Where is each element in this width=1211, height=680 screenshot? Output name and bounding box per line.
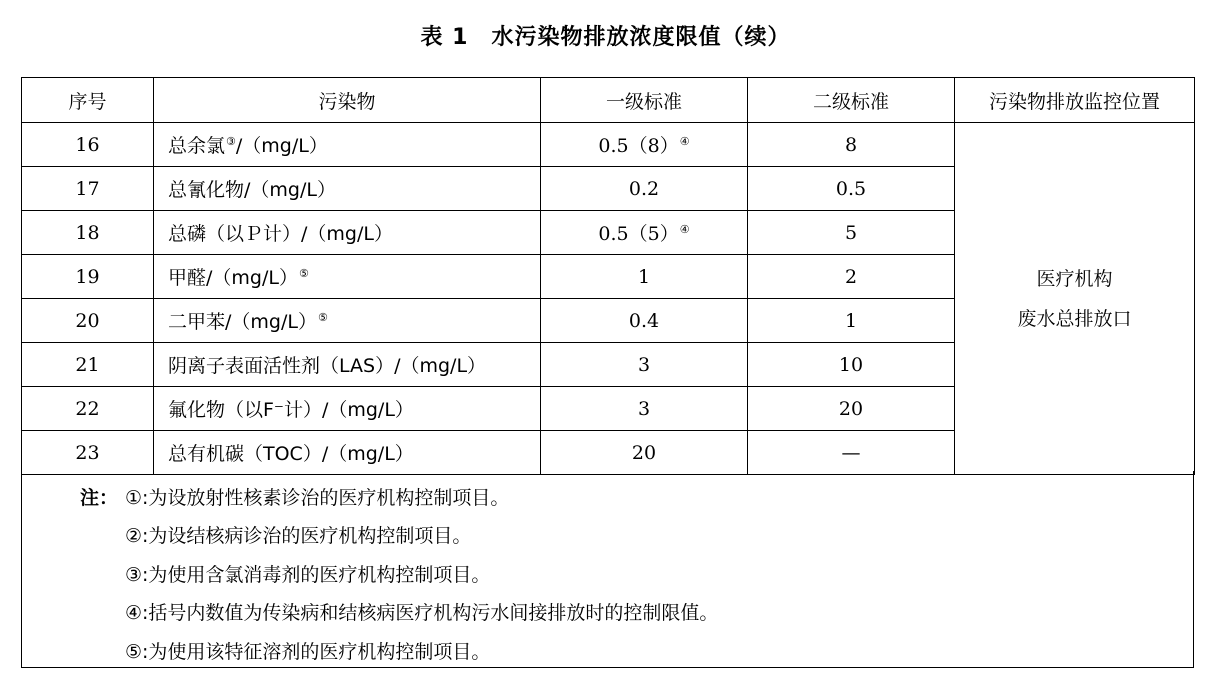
footnote-mark: ⑤ (298, 267, 309, 280)
row-grade1: 0.4 (541, 299, 748, 343)
note-item: ①:为设放射性核素诊治的医疗机构控制项目。 (125, 487, 510, 509)
row-grade1: 0.2 (541, 167, 748, 211)
pollutant-name: 二甲苯/（mg/L） (168, 311, 317, 333)
header-no: 序号 (22, 78, 154, 123)
note-item: ⑤:为使用该特征溶剂的医疗机构控制项目。 (125, 641, 491, 663)
note-item: ③:为使用含氯消毒剂的医疗机构控制项目。 (125, 564, 491, 586)
footnote-mark: ④ (679, 135, 690, 148)
row-no: 16 (22, 123, 154, 167)
notes-label: 注： (80, 487, 119, 509)
pollutant-name: 总余氯 (168, 135, 226, 157)
note-item: ④:括号内数值为传染病和结核病医疗机构污水间接排放时的控制限值。 (125, 602, 719, 624)
row-grade1 (541, 211, 748, 255)
monitoring-location-cell (955, 123, 1195, 475)
row-grade2: — (748, 431, 955, 475)
table-title: 表 1 水污染物排放浓度限值（续） (420, 25, 791, 50)
row-pollutant: 阴离子表面活性剂（LAS）/（mg/L） (154, 343, 541, 387)
table-row (22, 123, 1195, 167)
grade1-value: 0.5（8） (598, 135, 679, 157)
row-grade1: 1 (541, 255, 748, 299)
row-grade2: 5 (748, 211, 955, 255)
row-no: 22 (22, 387, 154, 431)
notes-box (21, 471, 1194, 668)
row-no: 23 (22, 431, 154, 475)
row-pollutant: 总有机碳（TOC）/（mg/L） (154, 431, 541, 475)
row-grade1: 3 (541, 387, 748, 431)
pollutant-name: 甲醛/（mg/L） (168, 267, 298, 289)
row-pollutant: 总氰化物/（mg/L） (154, 167, 541, 211)
row-grade2: 20 (748, 387, 955, 431)
row-no: 17 (22, 167, 154, 211)
emission-limits-table (21, 77, 1195, 475)
row-pollutant (154, 255, 541, 299)
header-grade1: 一级标准 (541, 78, 748, 123)
row-grade1: 20 (541, 431, 748, 475)
location-line-1: 医疗机构 (1036, 267, 1113, 290)
header-grade2: 二级标准 (748, 78, 955, 123)
row-no: 18 (22, 211, 154, 255)
location-line-2: 废水总排放口 (1017, 307, 1132, 330)
footnote-mark: ③ (226, 135, 236, 148)
row-grade2: 10 (748, 343, 955, 387)
row-grade2: 1 (748, 299, 955, 343)
row-grade2: 0.5 (748, 167, 955, 211)
row-grade2: 8 (748, 123, 955, 167)
footnote-mark: ④ (679, 223, 690, 236)
footnote-mark: ⑤ (317, 311, 328, 324)
header-pollutant: 污染物 (154, 78, 541, 123)
header-row (22, 78, 1195, 123)
row-no: 21 (22, 343, 154, 387)
row-no: 19 (22, 255, 154, 299)
grade1-value: 0.5（5） (598, 223, 679, 245)
header-location: 污染物排放监控位置 (955, 78, 1195, 123)
row-pollutant: 总磷（以Ｐ计）/（mg/L） (154, 211, 541, 255)
note-item: ②:为设结核病诊治的医疗机构控制项目。 (125, 525, 472, 547)
row-no: 20 (22, 299, 154, 343)
row-grade2: 2 (748, 255, 955, 299)
pollutant-unit: /（mg/L） (235, 135, 328, 157)
row-grade1: 3 (541, 343, 748, 387)
row-grade1 (541, 123, 748, 167)
row-pollutant (154, 299, 541, 343)
row-pollutant: 氟化物（以F⁻计）/（mg/L） (154, 387, 541, 431)
row-pollutant (154, 123, 541, 167)
